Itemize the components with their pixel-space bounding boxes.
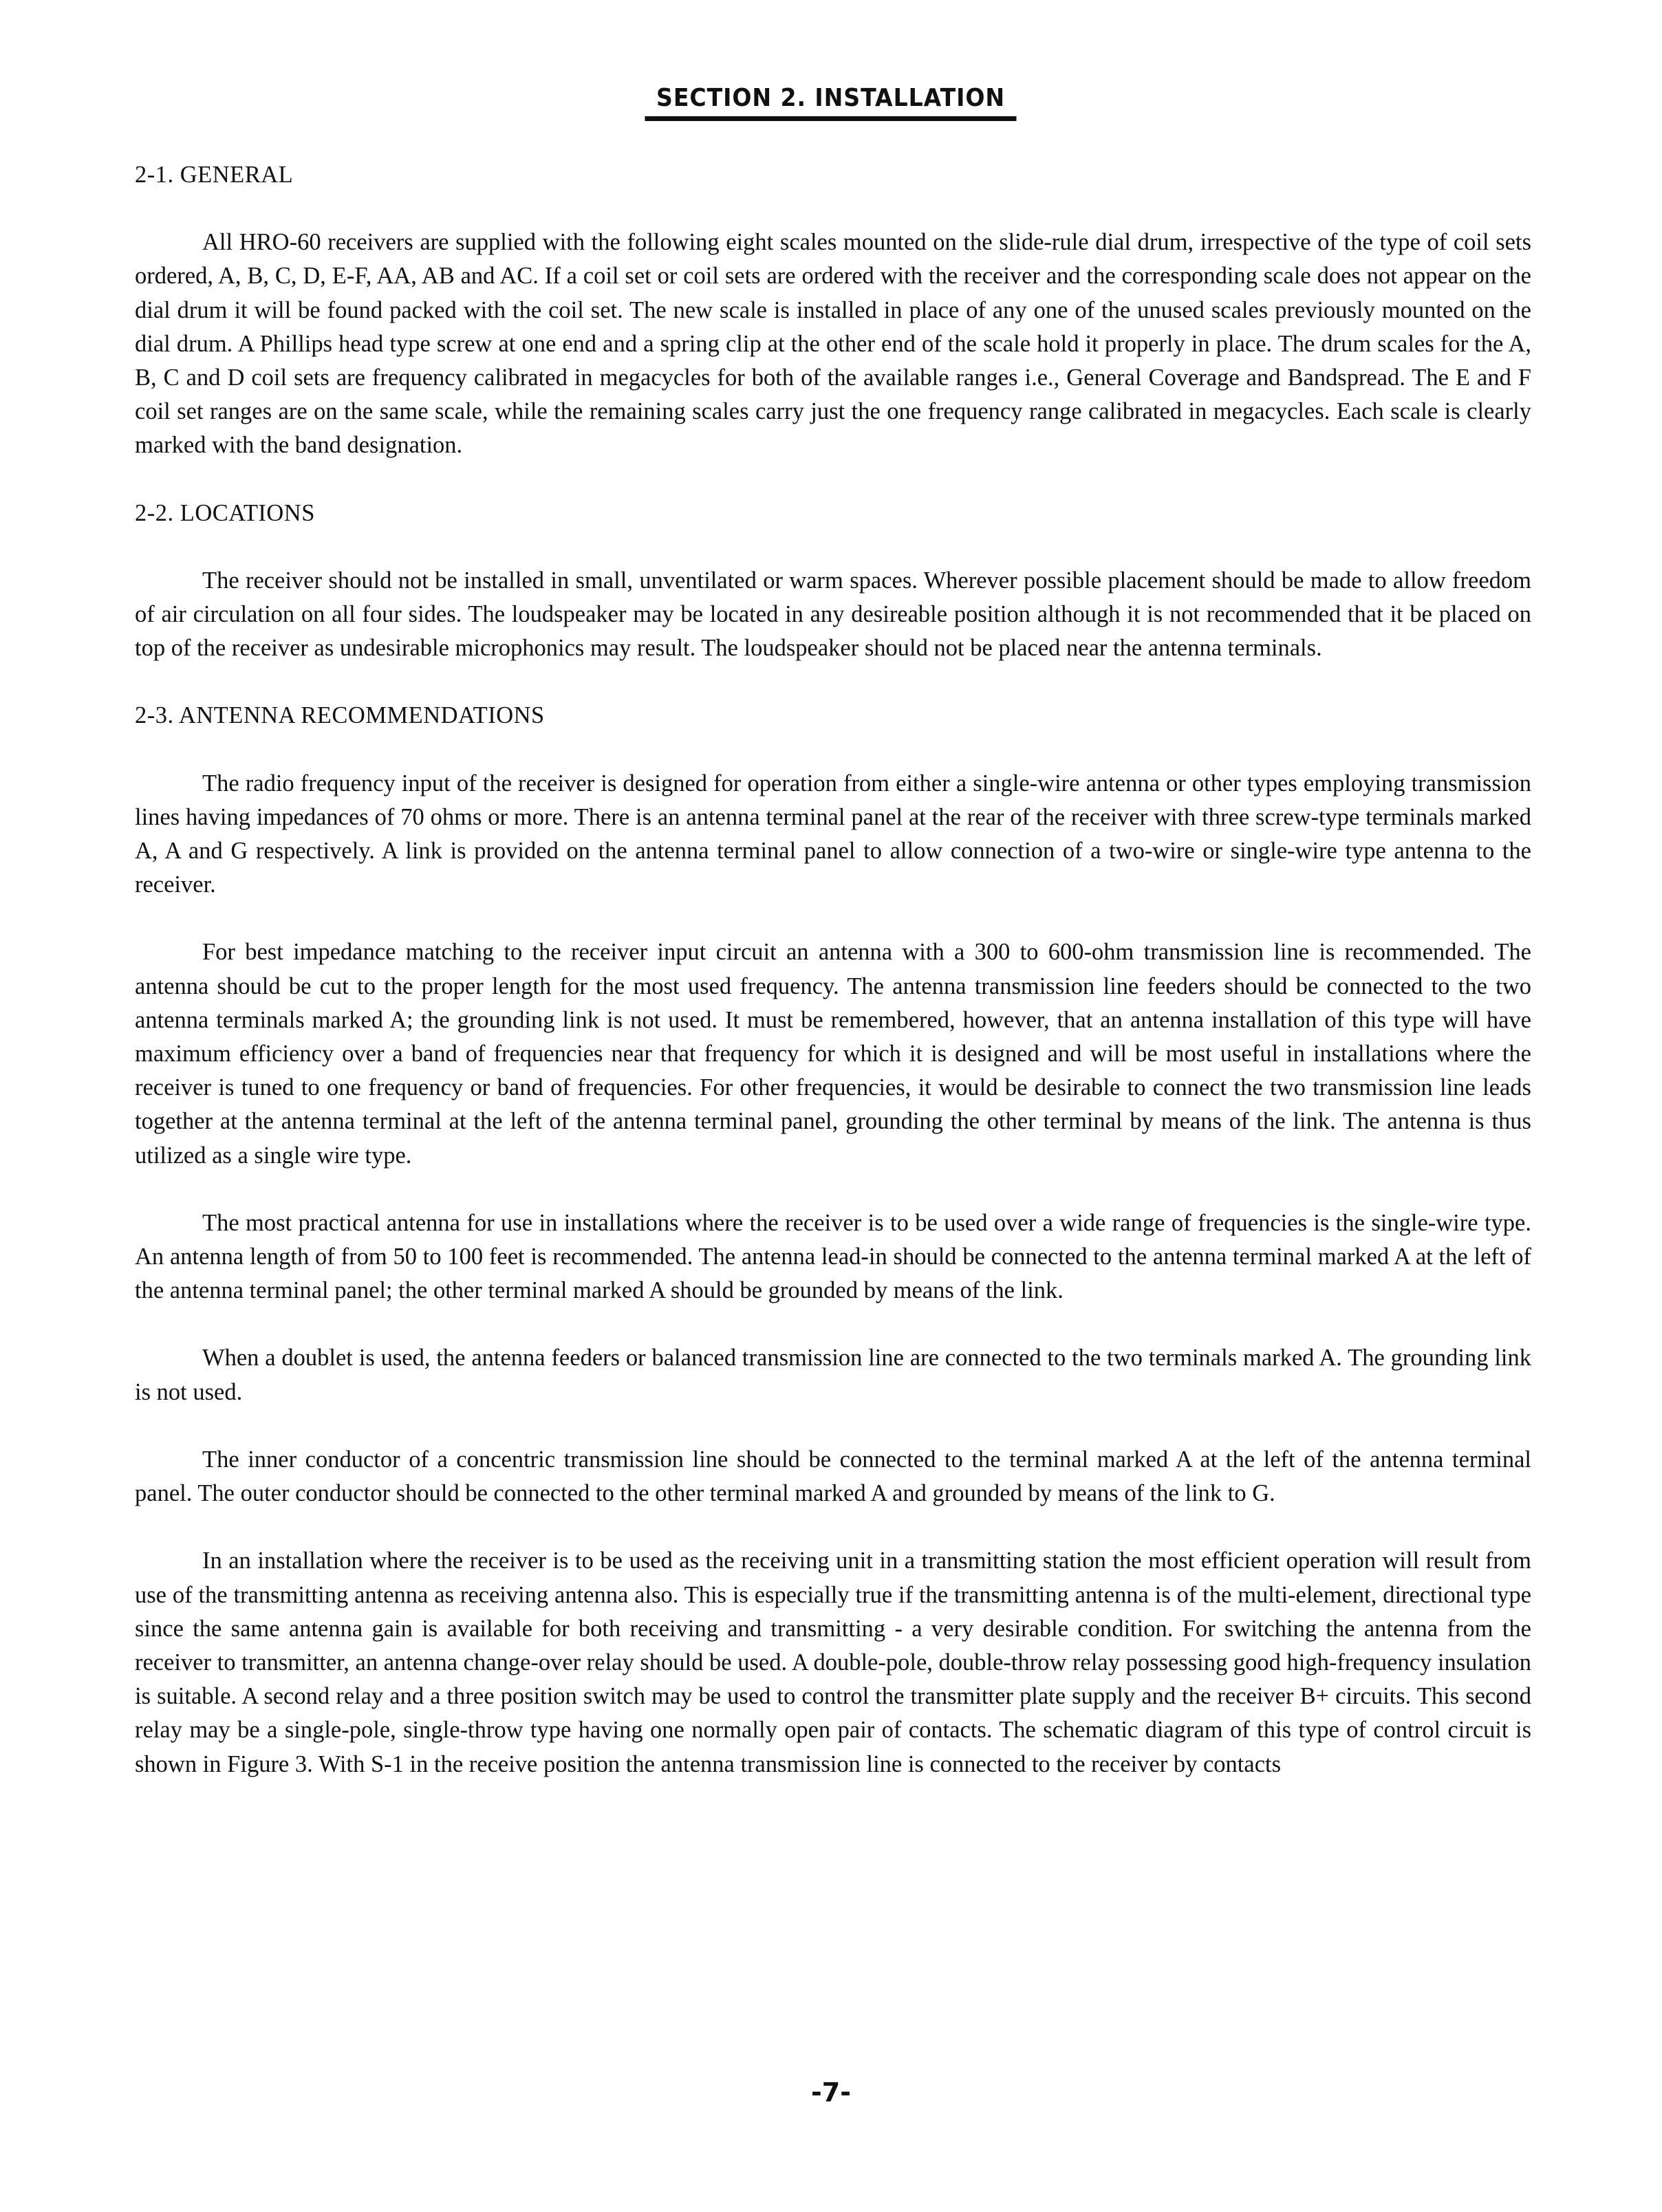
paragraph: The inner conductor of a concentric transmission line should be connected to the terminal marked A at the left of the antenna terminal panel. The outer conductor should be connected to the other terminal marked A and grounded by means of the link to G. [135, 1446, 1531, 1507]
paragraph: The radio frequency input of the receiver is designed for operation from either a single-wire antenna or other types employing transmission lines having impedances of 70 ohms or more. There is an antenna terminal panel at the rear of the receiver with three screw-type terminals marked A, A and G respectively. A link is provided on the antenna terminal panel to allow connection of a two-wire or single-wire type antenna to the receiver. [135, 770, 1531, 898]
paragraph: All HRO-60 receivers are supplied with the following eight scales mounted on the slide-rule dial drum, irrespective of the type of coil sets ordered, A, B, C, D, E-F, AA, AB and AC. If a coil set or coil sets are ordered with the receiver and the corresponding scale does not appear on the dial drum it will be found packed with the coil set. The new scale is installed in place of any one of the unused scales previously mounted on the dial drum. A Phillips head type screw at one end and a spring clip at the other end of the scale hold it properly in place. The drum scales for the A, B, C and D coil sets are frequency calibrated in megacycles for both of the available ranges i.e., General Coverage and Bandspread. The E and F coil set ranges are on the same scale, while the remaining scales carry just the one frequency range calibrated in megacycles. Each scale is clearly marked with the band designation. [135, 229, 1531, 459]
paragraph: For best impedance matching to the receiver input circuit an antenna with a 300 to 600-ohm transmission line is recommended. The antenna should be cut to the proper length for the most used frequency. The antenna transmission line feeders should be connected to the two antenna terminals marked A; the grounding link is not used. It must be remembered, however, that an antenna installation of this type will have maximum efficiency over a band of frequencies near that frequency for which it is designed and will be most useful in installations where the receiver is tuned to one frequency or band of frequencies. For other frequencies, it would be desirable to connect the two transmission line leads together at the antenna terminal at the left of the antenna terminal panel, grounding the other terminal by means of the link. The antenna is thus utilized as a single wire type. [135, 939, 1531, 1169]
section-antenna-recommendations [135, 699, 1531, 1781]
page-number: -7- [811, 2077, 851, 2107]
section-general [135, 158, 1531, 463]
paragraph: When a doublet is used, the antenna feeders or balanced transmission line are connected to the two terminals marked A. The grounding link is not used. [135, 1345, 1531, 1405]
paragraph: The most practical antenna for use in installations where the receiver is to be used over a wide range of frequencies is the single-wire type. An antenna length of from 50 to 100 feet is recommended. The antenna lead-in should be connected to the antenna terminal marked A at the left of the antenna terminal panel; the other terminal marked A should be grounded by means of the link. [135, 1209, 1531, 1304]
title-container [0, 84, 1662, 121]
section-locations [135, 497, 1531, 666]
section-heading: 2-3. ANTENNA RECOMMENDATIONS [135, 702, 545, 729]
paragraph: In an installation where the receiver is to be used as the receiving unit in a transmitting station the most efficient operation will result from use of the transmitting antenna as receiving antenna also. This is especially true if the transmitting antenna is of the multi-element, directional type since the same antenna gain is available for both receiving and transmitting - a very desirable condition. For switching the antenna from the receiver to transmitter, an antenna change-over relay should be used. A double-pole, double-throw relay possessing good high-frequency insulation is suitable. A second relay and a three position switch may be used to control the transmitter plate supply and the receiver B+ circuits. This second relay may be a single-pole, single-throw type having one normally open pair of contacts. The schematic diagram of this type of control circuit is shown in Figure 3. With S-1 in the receive position the antenna transmission line is connected to the receiver by contacts [135, 1548, 1531, 1777]
section-title: SECTION 2. INSTALLATION [645, 84, 1017, 121]
section-heading: 2-2. LOCATIONS [135, 499, 315, 526]
section-heading: 2-1. GENERAL [135, 162, 294, 188]
paragraph: The receiver should not be installed in small, unventilated or warm spaces. Wherever possible placement should be made to allow freedom of air circulation on all four sides. The loudspeaker may be located in any desireable position although it is not recommended that it be placed on top of the receiver as undesirable microphonics may result. The loudspeaker should not be placed near the antenna terminals. [135, 567, 1531, 662]
document-body [135, 158, 1531, 1815]
